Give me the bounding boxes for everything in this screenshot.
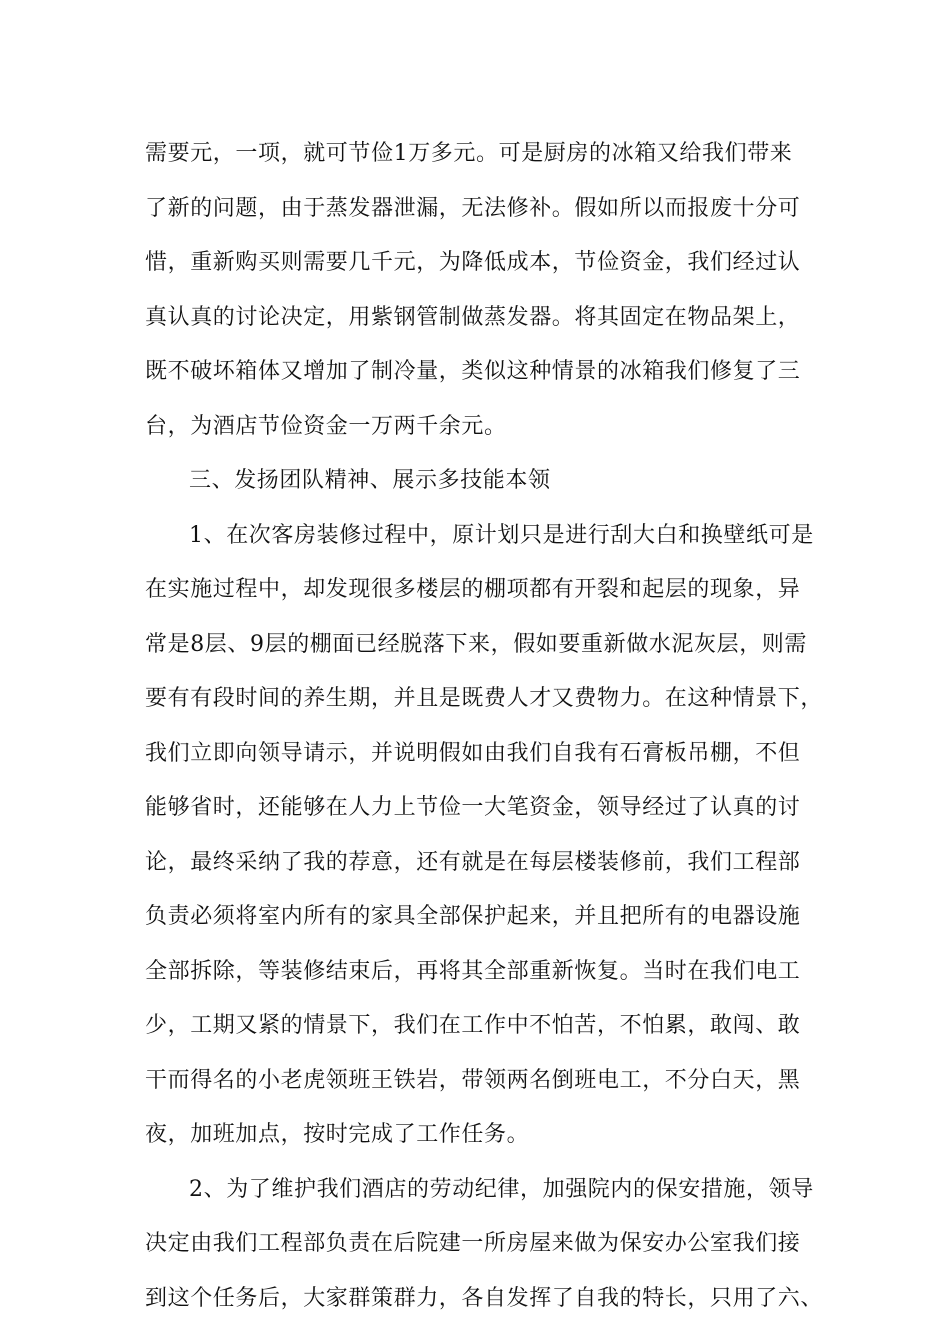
- text-line: 能够省时，还能够在人力上节俭一大笔资金，领导经过了认真的讨: [145, 795, 801, 820]
- section-heading: 三、发扬团队精神、展示多技能本领: [189, 468, 551, 493]
- text-line: 真认真的讨论决定，用紫钢管制做蒸发器。将其固定在物品架上，: [145, 304, 801, 330]
- text-line: 论，最终采纳了我的荐意，还有就是在每层楼装修前，我们工程部: [145, 849, 801, 875]
- text-line: 我们立即向领导请示，并说明假如由我们自我有石膏板吊棚，不但: [145, 740, 801, 766]
- text-line: 了新的问题，由于蒸发器泄漏，无法修补。假如所以而报废十分可: [145, 195, 801, 221]
- paragraph-start-line: 1、在次客房装修过程中，原计划只是进行刮大白和换壁纸可是: [189, 522, 814, 548]
- text-line: 决定由我们工程部负责在后院建一所房屋来做为保安办公室我们接: [145, 1231, 801, 1256]
- text-line: 干而得名的小老虎领班王铁岩，带领两名倒班电工，不分白天，黑: [145, 1067, 801, 1093]
- paragraph-start-line: 2、为了维护我们酒店的劳动纪律，加强院内的保安措施，领导: [189, 1176, 814, 1202]
- text-line: 常是8层、9层的棚面已经脱落下来，假如要重新做水泥灰层，则需: [145, 631, 807, 657]
- text-line: 在实施过程中，却发现很多楼层的棚项都有开裂和起层的现象，异: [145, 577, 801, 602]
- text-line: 台，为酒店节俭资金一万两千余元。: [145, 413, 507, 439]
- text-line: 要有有段时间的养生期，并且是既费人才又费物力。在这种情景下，: [145, 686, 824, 711]
- text-line: 少，工期又紧的情景下，我们在工作中不怕苦，不怕累，敢闯、敢: [145, 1013, 801, 1038]
- text-line: 负责必须将室内所有的家具全部保护起来，并且把所有的电器设施: [145, 904, 801, 929]
- text-line: 既不破坏箱体又增加了制冷量，类似这种情景的冰箱我们修复了三: [145, 359, 801, 384]
- document-body: [145, 127, 825, 1326]
- text-line: 夜，加班加点，按时完成了工作任务。: [145, 1122, 530, 1147]
- text-line: 全部拆除，等装修结束后，再将其全部重新恢复。当时在我们电工: [145, 958, 801, 984]
- text-line: 到这个任务后，大家群策群力，各自发挥了自我的特长，只用了六、: [145, 1285, 824, 1311]
- text-line: 惜，重新购买则需要几千元，为降低成本，节俭资金，我们经过认: [145, 250, 801, 275]
- text-line: 需要元，一项，就可节俭1万多元。可是厨房的冰箱又给我们带来: [145, 141, 793, 166]
